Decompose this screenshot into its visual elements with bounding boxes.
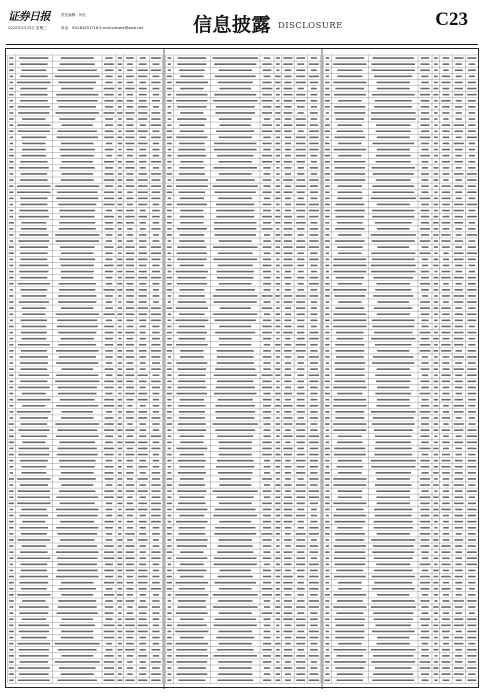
masthead <box>6 4 478 44</box>
page-number: C23 <box>435 9 468 30</box>
disclosure-table-grid <box>6 49 480 689</box>
contact-line: 电话：010-83251716 E-mail:zjrbzbk@zqrb.net <box>61 26 144 30</box>
date-line: 2022年2月23日 星期三 <box>8 26 47 30</box>
editor-line: 责任编辑：何凡 <box>61 13 87 17</box>
masthead-rule <box>6 44 478 45</box>
newspaper-logo: 证券日报 <box>8 10 50 23</box>
section-title: 信息披露 <box>193 14 272 36</box>
disclosure-table-area <box>5 48 479 688</box>
section-title-en: DISCLOSURE <box>278 21 343 31</box>
